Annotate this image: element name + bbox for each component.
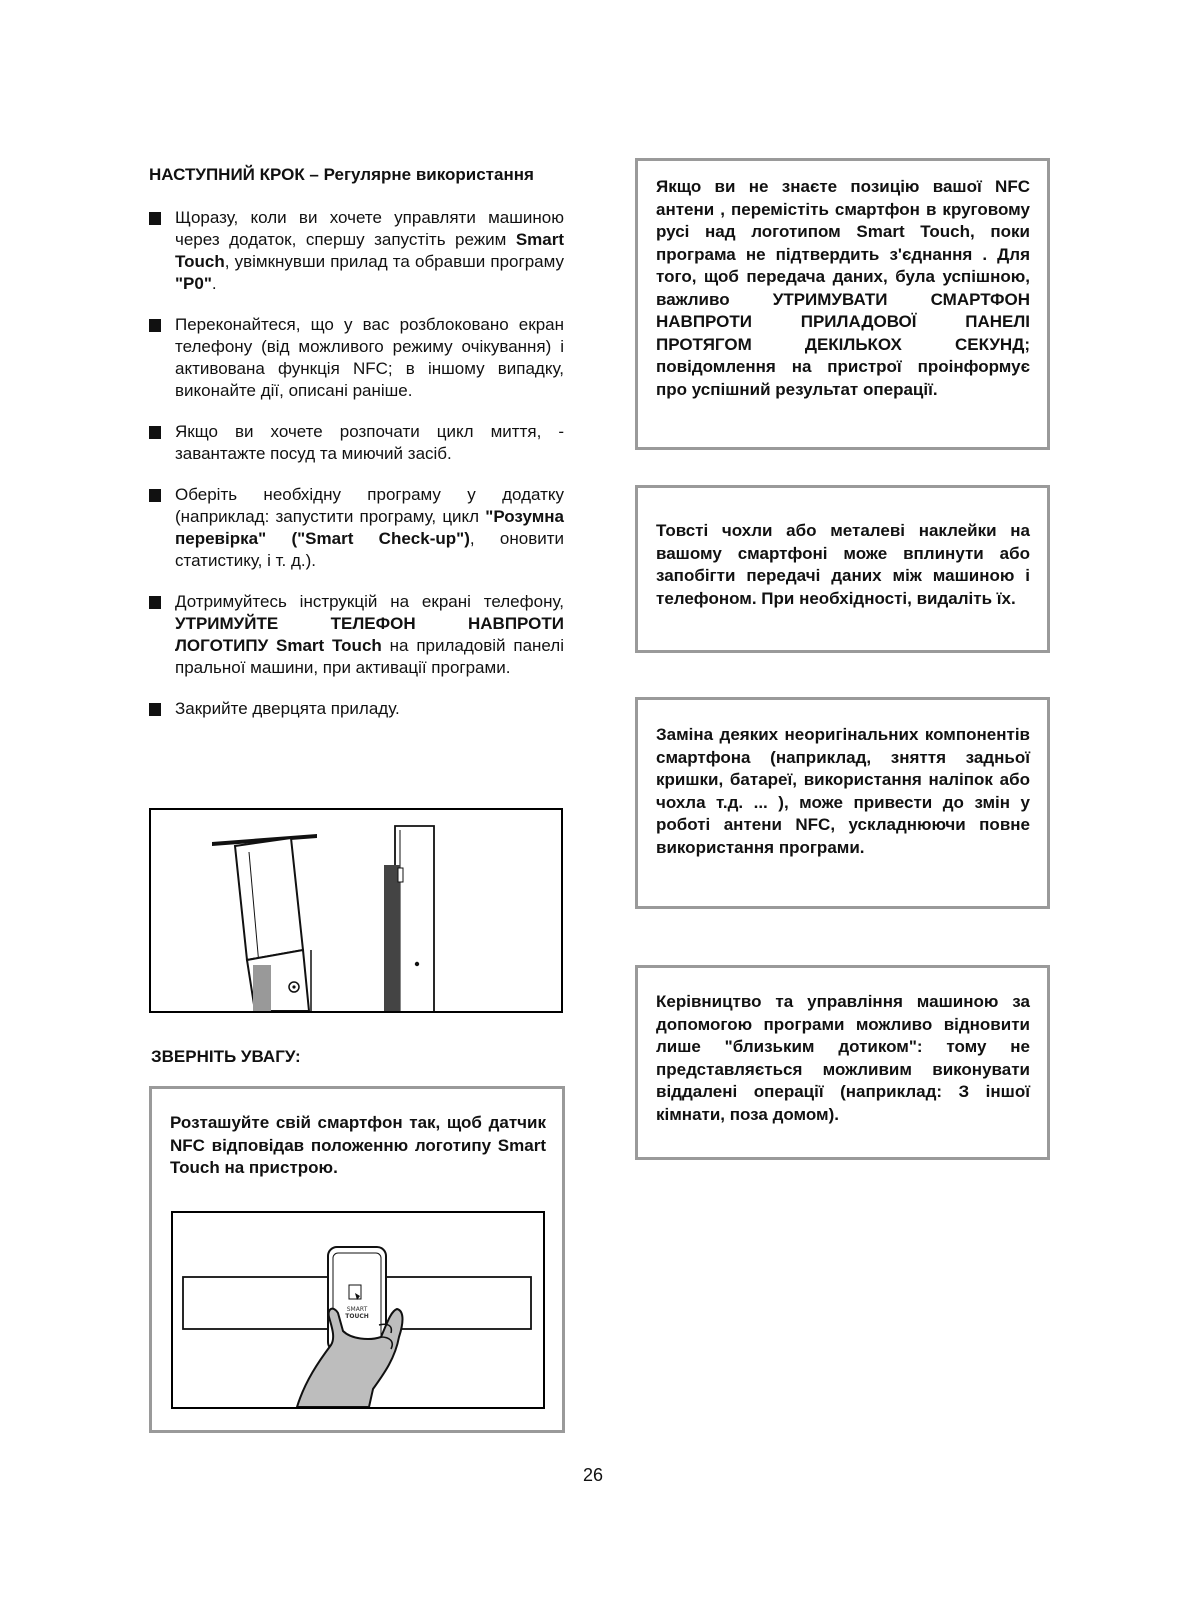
bullet-square-icon [149, 703, 161, 716]
list-item-text: Оберіть необхідну програму у додатку (наприклад: запустити програму, цикл "Розумна перевірка" ("Smart Check-up"), оновити статистику, і т. д.). [175, 485, 565, 570]
info-box-nfc-position [635, 158, 1050, 450]
bullet-square-icon [149, 596, 161, 609]
attention-text: Розташуйте свій смартфон так, щоб датчик NFC відповідав положенню логотипу Smart Touch на пристрою. [170, 1113, 546, 1177]
list-item-text: Дотримуйтесь інструкцій на екрані телефону, УТРИМУЙТЕ ТЕЛЕФОН НАВПРОТИ ЛОГОТИПУ Smart Touch на приладовій панелі пральної машини, при активації програми. [175, 592, 565, 677]
list-item [149, 207, 564, 295]
list-item [149, 314, 564, 402]
smart-touch-logo-text: TOUCH [345, 1313, 369, 1320]
list-item-text: Щоразу, коли ви хочете управляти машиною через додаток, спершу запустіть режим Smart Touch, увімкнувши прилад та обравши програму "P0". [175, 208, 564, 293]
list-item-text: Якщо ви хочете розпочати цикл миття, - завантажте посуд та миючий засіб. [175, 422, 564, 463]
attention-box [149, 1086, 565, 1433]
info-box-text: Якщо ви не знаєте позицію вашої NFC антени , перемістіть смартфон в круговому русі над логотипом Smart Touch, поки програма не підтвердить з'єднання . Для того, щоб передача даних, була успішною, важливо УТРИМУВАТИ СМАРТФОН НАВПРОТИ ПРИЛАДОВОЇ ПАНЕЛІ ПРОТЯГОМ ДЕКІЛЬКОХ СЕКУНД; повідомлення на пристрої проінформує про успішний результат операції. [656, 177, 1030, 399]
bullet-square-icon [149, 319, 161, 332]
list-item [149, 698, 564, 720]
info-box-text: Заміна деяких неоригінальних компонентів смартфона (наприклад, зняття задньої кришки, батареї, використання наліпок або чохла т.д. ... ), може привести до змін у роботі антени NFC, ускладнюючи повне використання програми. [656, 725, 1030, 857]
list-item [149, 591, 564, 679]
bullet-square-icon [149, 426, 161, 439]
list-item-text: Закрийте дверцята приладу. [175, 699, 400, 718]
list-item [149, 421, 564, 465]
list-item-text: Переконайтеся, що у вас розблоковано екран телефону (від можливого режиму очікування) і активована функція NFC; в іншому випадку, виконайте дії, описані раніше. [175, 315, 564, 400]
info-box-text: Керівництво та управління машиною за допомогою програми можливо відновити лише "близьким дотиком": тому не представляється можливим виконувати віддалені операції (наприклад: З іншої кімнати, поза домом). [656, 992, 1030, 1124]
page-number: 26 [583, 1465, 604, 1485]
left-column [149, 165, 564, 739]
attention-title: ЗВЕРНІТЬ УВАГУ: [151, 1047, 301, 1066]
section-heading: НАСТУПНИЙ КРОК – Регулярне використання [149, 165, 534, 184]
info-box-phone-covers [635, 485, 1050, 653]
bullet-square-icon [149, 212, 161, 225]
info-box-components [635, 697, 1050, 909]
phone-illustration [171, 1211, 545, 1409]
info-box-text: Товсті чохли або металеві наклейки на вашому смартфоні може вплинути або запобігти передачі даних між машиною і телефоном. При необхідності, видаліть їх. [656, 521, 1030, 608]
smart-touch-logo-text: SMART [346, 1306, 368, 1313]
info-box-close-touch [635, 965, 1050, 1160]
list-item [149, 484, 564, 572]
dishwasher-illustration [149, 808, 563, 1013]
bullet-square-icon [149, 489, 161, 502]
dishwasher-door-drawing [151, 810, 561, 1011]
hand-holding-phone-drawing [173, 1213, 543, 1407]
